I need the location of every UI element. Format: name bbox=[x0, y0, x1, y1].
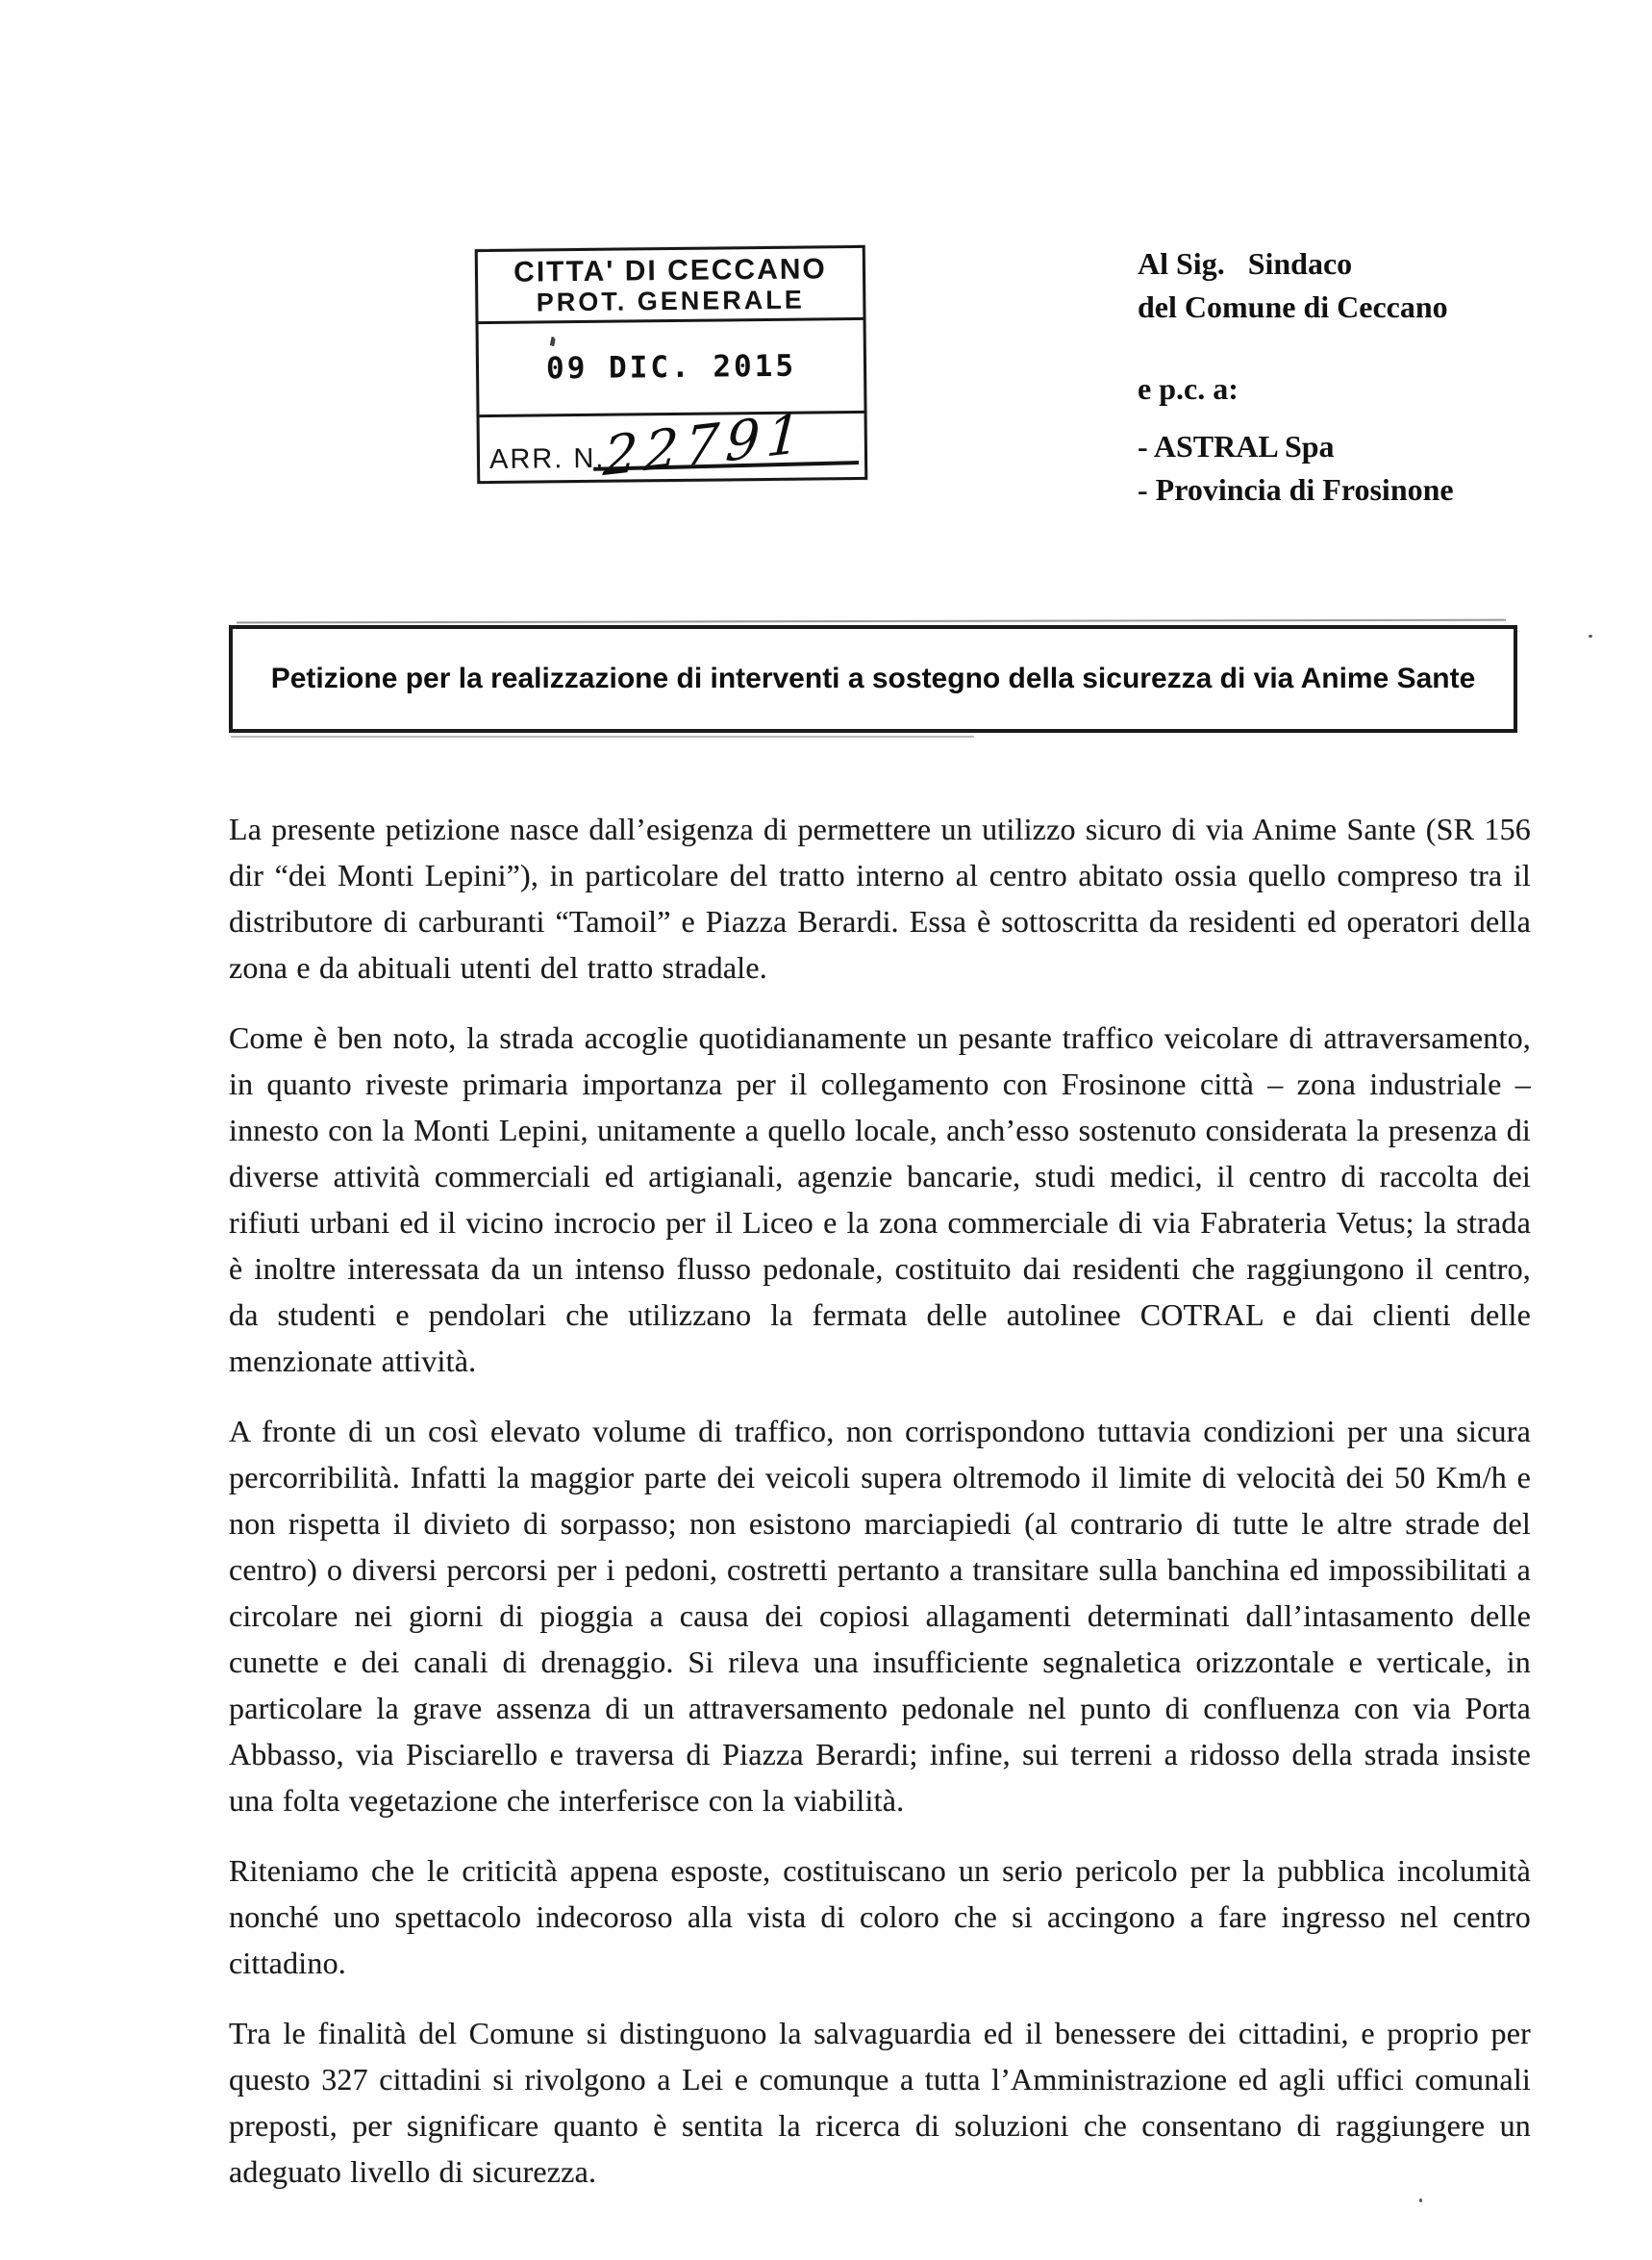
addressee-cc-label: e p.c. a: bbox=[1138, 371, 1239, 406]
scan-artifact-dot bbox=[1419, 2198, 1422, 2202]
addressee-to-line2: del Comune di Ceccano bbox=[1138, 289, 1448, 324]
body-paragraph-5: Tra le finalità del Comune si distinguono la salvaguardia ed il benessere dei cittadini, e proprio per questo 327 cittadini si rivolgono a Lei e comunque a tutta l’Amministrazione ed agli uffici comunali preposti, per significare quanto è sentita la ricerca di soluzioni che consentano di raggiungere un adeguato livello di sicurezza. bbox=[229, 2016, 1531, 2189]
scan-artifact-dot bbox=[1589, 635, 1592, 638]
stamp-office-name: CITTA' DI CECCANO bbox=[513, 253, 827, 289]
petition-title: Petizione per la realizzazione di interventi a sostegno della sicurezza di via Anime Sante bbox=[270, 663, 1476, 694]
stamp-arrival-number-handwritten: 22791 bbox=[601, 401, 810, 490]
stamp-arrival-label: ARR. N. bbox=[488, 442, 606, 475]
protocol-stamp bbox=[475, 245, 868, 490]
addressee-block bbox=[1138, 242, 1454, 512]
stamp-arrival-row bbox=[480, 401, 865, 490]
stamp-department: PROT. GENERALE bbox=[536, 285, 805, 317]
petition-title-box bbox=[229, 625, 1517, 733]
body-paragraph-3: A fronte di un così elevato volume di traffico, non corrispondono tuttavia condizioni per una sicura percorribilità. Infatti la maggior parte dei veicoli supera oltremodo il limite di velocità dei 50 Km/h e non rispetta il divieto di sorpasso; non esistono marciapiedi (al contrario di tutte le altre strade del centro) o diversi percorsi per i pedoni, costretti pertanto a transitare sulla banchina ed impossibilitati a circolare nei giorni di pioggia a causa dei copiosi allagamenti determinati dall’intasamento delle cunette e dei canali di drenaggio. Si rileva una insufficiente segnaletica orizzontale e verticale, in particolare la grave assenza di un attraversamento pedonale nel punto di confluenza con via Porta Abbasso, via Pisciarello e traversa di Piazza Berardi; infine, sui terreni a ridosso della strada insiste una folta vegetazione che interferisce con la viabilità. bbox=[229, 1414, 1531, 1818]
body-paragraph-2: Come è ben noto, la strada accoglie quotidianamente un pesante traffico veicolare di attraversamento, in quanto riveste primaria importanza per il collegamento con Frosinone città – zona industriale – innesto con la Monti Lepini, unitamente a quello locale, anch’esso sostenuto considerata la presenza di diverse attività commerciali ed artigianali, agenzie bancarie, studi medici, il centro di raccolta dei rifiuti urbani ed il vicino incrocio per il Liceo e la zona commerciale di via Fabrateria Vetus; la strada è inoltre interessata da un intenso flusso pedonale, costituito dai residenti che raggiungono il centro, da studenti e pendolari che utilizzano la fermata delle autolinee COTRAL e dai clienti delle menzionate attività. bbox=[229, 1020, 1531, 1378]
body-paragraph-4: Riteniamo che le criticità appena esposte, costituiscano un serio pericolo per la pubblica incolumità nonché uno spettacolo indecoroso alla vista di coloro che si accingono a fare ingresso nel centro cittadino. bbox=[229, 1853, 1531, 1980]
stamp-header bbox=[478, 248, 864, 324]
body-paragraph-1: La presente petizione nasce dall’esigenza di permettere un utilizzo sicuro di via Anime Sante (SR 156 dir “dei Monti Lepini”), in particolare del tratto interno al centro abitato ossia quello compreso tra il distributore di carburanti “Tamoil” e Piazza Berardi. Essa è sottoscritta da residenti ed operatori della zona e da abituali utenti del tratto stradale. bbox=[229, 812, 1531, 985]
stamp-date: 09 DIC. 2015 bbox=[545, 348, 797, 387]
addressee-cc-item: - Provincia di Frosinone bbox=[1138, 472, 1454, 507]
addressee-to-line1: Al Sig. Sindaco bbox=[1138, 246, 1353, 281]
petition-body bbox=[229, 806, 1531, 2219]
addressee-cc-item: - ASTRAL Spa bbox=[1138, 429, 1335, 464]
